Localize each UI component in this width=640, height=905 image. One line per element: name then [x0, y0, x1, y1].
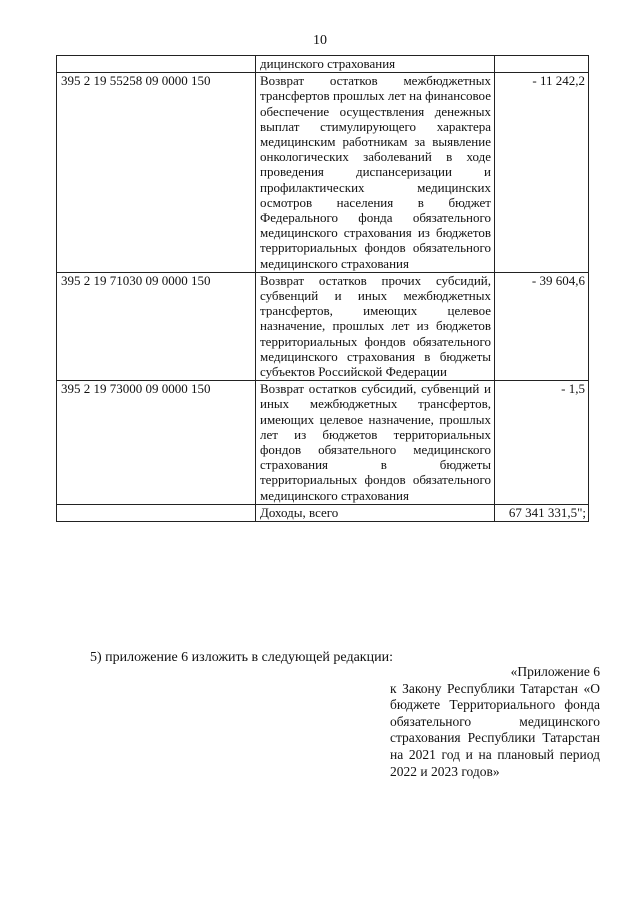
amount-cell: - 1,5 — [495, 381, 589, 505]
budget-code-cell — [57, 56, 256, 73]
description-cell: дицинского страхования — [256, 56, 495, 73]
table-row — [57, 56, 589, 73]
table-row — [57, 272, 589, 380]
appendix-title: «Приложение 6 — [510, 664, 600, 679]
amount-cell — [495, 56, 589, 73]
budget-code-cell: 395 2 19 55258 09 0000 150 — [57, 73, 256, 273]
total-label: Доходы, всего — [256, 504, 495, 521]
budget-code-cell: 395 2 19 71030 09 0000 150 — [57, 272, 256, 380]
revenue-table — [56, 55, 589, 522]
appendix-header — [390, 664, 600, 780]
amount-cell: - 39 604,6 — [495, 272, 589, 380]
page-number: 10 — [313, 33, 327, 48]
budget-code-cell — [57, 504, 256, 521]
table-row — [57, 73, 589, 273]
total-amount: 67 341 331,5"; — [495, 504, 589, 521]
amount-cell: - 11 242,2 — [495, 73, 589, 273]
total-row — [57, 504, 589, 521]
table-row — [57, 381, 589, 505]
budget-code-cell: 395 2 19 73000 09 0000 150 — [57, 381, 256, 505]
description-cell: Возврат остатков межбюджетных трансфертов прошлых лет на финансовое обеспечение осуществления денежных выплат стимулирующего характера медицинским работникам за выявление онкологических заболеваний в ходе проведения диспансеризации и профилактических медицинских осмотров населения в бюджет Федерального фонда обязательного медицинского страхования из бюджетов территориальных фондов обязательного медицинского страхования — [256, 73, 495, 273]
description-cell: Возврат остатков прочих субсидий, субвенций и иных межбюджетных трансфертов, имеющих целевое назначение, прошлых лет из бюджетов территориальных фондов обязательного медицинского страхования в бюджеты субъектов Российской Федерации — [256, 272, 495, 380]
appendix-body: к Закону Республики Татарстан «О бюджете Территориального фонда обязательного медицинского страхования Республики Татарстан на 2021 год и на плановый период 2022 и 2023 годов» — [390, 680, 600, 779]
amendment-text: 5) приложение 6 изложить в следующей редакции: — [90, 650, 393, 665]
description-cell: Возврат остатков субсидий, субвенций и иных межбюджетных трансфертов, имеющих целевое назначение, прошлых лет из бюджетов территориальных фондов обязательного медицинского страхования в бюджеты территориальных фондов обязательного медицинского страхования — [256, 381, 495, 505]
